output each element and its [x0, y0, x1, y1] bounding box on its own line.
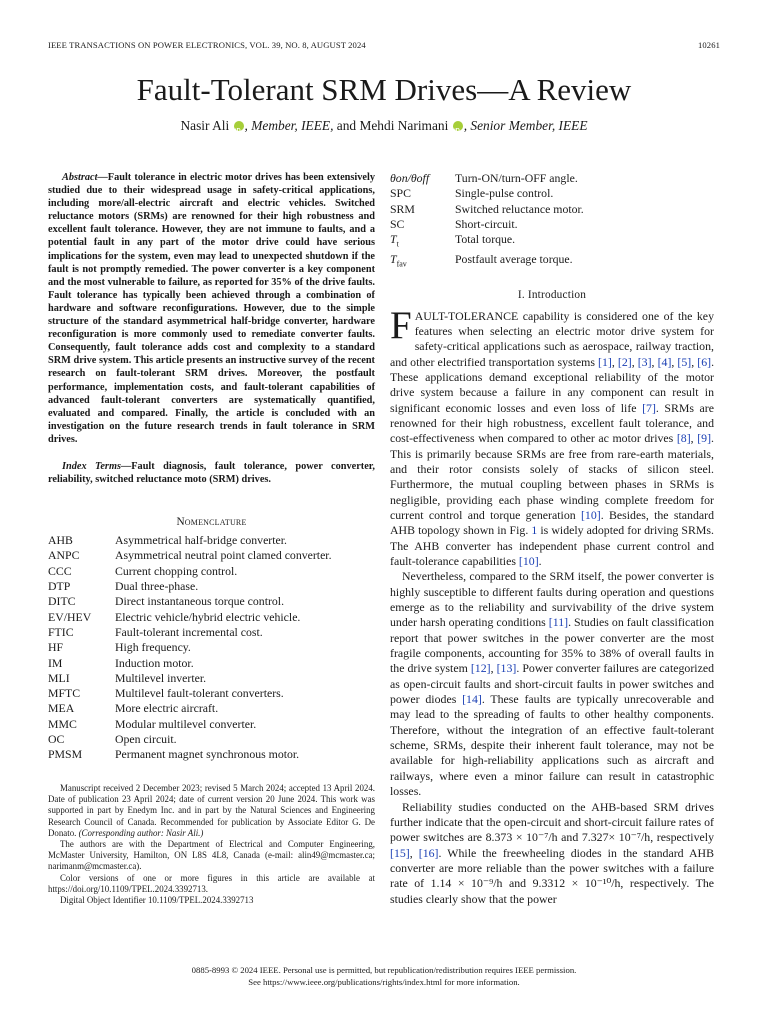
nomenclature-definition: Dual three-phase. [115, 579, 199, 594]
orcid-icon[interactable] [234, 121, 244, 131]
nomenclature-definition: Permanent magnet synchronous motor. [115, 747, 300, 762]
paper-title: Fault-Tolerant SRM Drives—A Review [136, 72, 632, 107]
nomenclature-row [48, 656, 375, 671]
nomenclature-definition: Postfault average torque. [455, 251, 573, 266]
nomenclature-abbr: ANPC [48, 548, 80, 563]
nomenclature-row [48, 548, 375, 563]
nomenclature-abbr: PMSM [48, 747, 83, 762]
nomenclature-row [48, 686, 375, 701]
nomenclature-definition: Fault-tolerant incremental cost. [115, 624, 263, 639]
abstract-text: Fault tolerance in electric motor drives has been extensively studied due to their widespread usage in safety-critical applications, including more/all-electric aircraft and electric vehicles. Switched reluctance motors (SRMs) are renowned for their high robustness and excellent fault tolerance. However, they are not immune to faults, and a potential fault in any part of the motor drive could have serious implications for the system, even may lead to unexpected shutdown if the fault is not promptly remedied. The power converter is a key component and the most vulnerable to failure, as reported for 35% of the drive faults. Fault tolerance has typically been achieved through a combination of hardware and software reconfigurations. However, due to the simple structure of the standard asymmetrical half-bridge converter, hardware reconfiguration is more commonly used to remediate converter faults. Consequently, fault tolerance adds cost and complexity to a standard SRM drive system. This article presents an instructive survey of the recent research on fault-tolerant SRM drives. Moreover, the postfault performance, implementation costs, and fault-tolerant capabilities of advanced fault-tolerant converters are systematically quantified, evaluated and compared. Finally, the article is concluded with an investigation on the future research trends in fault tolerance in SRM drives. [48, 172, 375, 445]
nomenclature-abbr: MEA [48, 701, 75, 716]
right-column [390, 171, 714, 907]
nomenclature-definition: Induction motor. [115, 655, 194, 670]
nomenclature-abbr: MLI [48, 670, 70, 685]
nomenclature-definition: Switched reluctance motor. [455, 201, 584, 216]
citation-link[interactable]: [8] [676, 431, 691, 446]
nomenclature-row [48, 747, 375, 762]
nomenclature-abbr: SC [390, 216, 405, 231]
nomenclature-row [390, 171, 714, 186]
nomenclature-definition: Direct instantaneous torque control. [115, 594, 285, 609]
author-role: , Senior Member, IEEE [463, 118, 588, 133]
paragraph: Reliability studies conducted on the AHB-based SRM drives further indicate that the open-circuit and short-circuit failure rates of power switches are 8.373 × 10⁻⁷/h and 7.327× 10⁻⁷/h, respectively [15], [16]. While the freewheeling diodes in the standard AHB converter are more reliable than the power switches with a failure rate of 1.14 × 10⁻⁹/h and 9.3312 × 10⁻¹⁰/h, respectively. The studies clearly show that the power [390, 799, 715, 906]
nomenclature-abbr: MMC [48, 716, 77, 731]
affiliation-note: The authors are with the Department of Electrical and Computer Engineering, McMaster University, Hamilton, ON L8S 4L8, Canada (e-mail: alin49@mcmaster.ca; narimanm@mcmaster.ca). [48, 839, 375, 872]
citation-link[interactable]: [6] [697, 354, 712, 369]
orcid-icon[interactable] [453, 121, 463, 131]
citation-link[interactable]: [16] [418, 845, 439, 860]
nomenclature-row [390, 217, 714, 232]
citation-link[interactable]: [9] [697, 431, 712, 446]
nomenclature-definition: More electric aircraft. [115, 701, 219, 716]
nomenclature-row [390, 186, 714, 201]
citation-link[interactable]: [7] [642, 400, 656, 415]
nomenclature-row [48, 610, 375, 625]
nomenclature-row [48, 533, 375, 548]
footnotes [48, 783, 375, 906]
nomenclature-definition: Current chopping control. [115, 563, 238, 578]
nomenclature-table-continued [390, 171, 714, 272]
index-terms [48, 460, 375, 486]
section-heading: I. Introduction [517, 288, 587, 301]
nomenclature-row [48, 671, 375, 686]
running-head [48, 40, 720, 54]
paragraph: FAULT-TOLERANCE capability is considered one of the key features when selecting an electric motor drive system for safety-critical applications such as aerospace, railway traction, and other electrified transportation systems [1], [2], [3], [4], [5], [6]. These applications demand exceptional reliability of the motor drive system because a failure in any component can result in significant economic losses and even loss of life [7]. SRMs are renowned for their high robustness, excellent fault tolerance, and cost-effectiveness when compared to other ac motor drives [8], [9]. This is primarily because SRMs are free from rare-earth materials, and their rotor consists solely of stacks of silicon steel. Furthermore, the mutual coupling between phases in SRMs is negligible, providing each phase winding complete freedom for current control and torque generation [10]. Besides, the standard AHB topology shown in Fig. 1 is widely adopted for driving SRMs. The AHB converter has independent phase current control and fault-tolerance capabilities [10]. [390, 303, 715, 568]
author-name: Nasir Ali [180, 118, 230, 133]
copyright-footer [0, 965, 768, 988]
citation-link[interactable]: [14] [462, 692, 482, 707]
nomenclature-abbr: $T_{fav}$ [390, 251, 407, 269]
nomenclature-row [390, 252, 714, 272]
citation-link[interactable]: [5] [677, 354, 692, 369]
citation-link[interactable]: [10] [518, 554, 539, 568]
nomenclature-abbr: DITC [48, 594, 76, 609]
intro-body [390, 303, 715, 907]
nomenclature-definition: Modular multilevel converter. [115, 716, 257, 731]
index-terms-text: Fault diagnosis, fault tolerance, power converter, reliability, switched reluctance moto (SRM) drives. [48, 460, 375, 486]
nomenclature-definition: Electric vehicle/hybrid electric vehicle. [115, 609, 301, 624]
citation-link[interactable]: [1] [598, 354, 612, 369]
nomenclature-row [48, 564, 375, 579]
paragraph: Nevertheless, compared to the SRM itself, the power converter is highly susceptible to different faults during operation and questions emerge as to the reliability and survivability of the drive system under harsh operating conditions [11]. Studies on fault classification report that power switches in the power converter are the most fragile components, accounting for 35% to 38% of overall faults in the drive system [12], [13]. Power converter failures are categorized as open-circuit faults and short-circuit faults in power switches and power diodes [14]. These faults are typically unrecoverable and may lead to the spreading of faults to other healthy components. Therefore, without the integration of an effective fault-tolerant scheme, SRMs, despite their inherent fault tolerance, may not be available for high-reliability applications such as aircraft and railways, where even a minor failure can result in catastrophic losses. [390, 569, 715, 799]
left-column [48, 171, 375, 763]
citation-link[interactable]: [10] [580, 507, 601, 522]
manuscript-note: Manuscript received 2 December 2023; revised 5 March 2024; accepted 13 April 2024. Date of publication 23 April 2024; date of current version 20 June 2024. This work was supported in part by Enedym Inc. and in part by the Natural Sciences and Engineering Research Council of Canada. Recommended for publication by Associate Editor G. De Donato. [48, 783, 375, 838]
nomenclature-row [390, 202, 714, 217]
nomenclature-abbr: MFTC [48, 686, 81, 701]
drop-cap: F [390, 303, 412, 347]
nomenclature-definition: Open circuit. [115, 732, 177, 747]
nomenclature-row [48, 594, 375, 609]
nomenclature-definition: Asymmetrical neutral point clamed converter. [115, 548, 332, 563]
nomenclature-row [48, 732, 375, 747]
nomenclature-definition: Turn-ON/turn-OFF angle. [455, 171, 578, 185]
nomenclature-abbr: DTP [48, 579, 71, 594]
journal-name: IEEE TRANSACTIONS ON POWER ELECTRONICS, VOL. 39, NO. 8, AUGUST 2024 [48, 40, 366, 50]
nomenclature-abbr: EV/HEV [48, 609, 92, 624]
nomenclature-row [48, 625, 375, 640]
nomenclature-abbr: $T_t$ [390, 232, 399, 249]
nomenclature-abbr: HF [48, 640, 64, 655]
nomenclature-row [48, 579, 375, 594]
nomenclature-abbr: CCC [48, 563, 72, 578]
nomenclature-row [48, 701, 375, 716]
nomenclature-definition: Single-pulse control. [455, 186, 554, 201]
nomenclature-abbr: θon/θoff [390, 171, 430, 185]
nomenclature-abbr: SRM [390, 201, 415, 216]
citation-link[interactable]: [12] [470, 661, 491, 676]
citation-link[interactable]: [11] [548, 615, 569, 630]
nomenclature-definition: Total torque. [455, 232, 516, 247]
author-line [0, 117, 768, 135]
nomenclature-definition: Asymmetrical half-bridge converter. [115, 533, 287, 548]
nomenclature-abbr: AHB [48, 533, 73, 548]
nomenclature-definition: Multilevel inverter. [115, 670, 207, 685]
citation-link[interactable]: [13] [496, 661, 517, 676]
color-note: Color versions of one or more figures in this article are available at https://doi.org/10.1109/TPEL.2024.3392713. [48, 872, 375, 894]
doi-note: Digital Object Identifier 10.1109/TPEL.2024.3392713 [60, 895, 254, 906]
nomenclature-abbr: FTIC [48, 624, 74, 639]
nomenclature-row [48, 640, 375, 655]
citation-link[interactable]: [3] [637, 354, 652, 369]
nomenclature-row [390, 232, 714, 252]
author-role: , Member, IEEE, [244, 118, 334, 133]
nomenclature-heading: Nomenclature [176, 516, 247, 529]
author-name: and Mehdi Narimani [333, 118, 449, 133]
citation-link[interactable]: [2] [617, 354, 632, 369]
figure-link[interactable]: 1 [531, 523, 538, 538]
citation-link[interactable]: [4] [657, 354, 672, 369]
abstract [48, 171, 375, 446]
citation-link[interactable]: [15] [390, 845, 410, 860]
corresponding-author: (Corresponding author: Nasir Ali.) [78, 827, 204, 838]
nomenclature-abbr: SPC [390, 186, 411, 201]
nomenclature-abbr: OC [48, 732, 65, 747]
rights-line: See https://www.ieee.org/publications/rights/index.html for more information. [248, 976, 520, 987]
abstract-lead: Abstract— [62, 172, 108, 183]
nomenclature-table [48, 533, 375, 762]
nomenclature-definition: Short-circuit. [455, 216, 518, 231]
page-number: 10261 [698, 40, 720, 50]
nomenclature-row [48, 717, 375, 732]
index-terms-lead: Index Terms— [62, 460, 132, 472]
copyright-line: 0885-8993 © 2024 IEEE. Personal use is permitted, but republication/redistribution requires IEEE permission. [191, 965, 577, 975]
nomenclature-definition: High frequency. [115, 640, 191, 655]
nomenclature-abbr: IM [48, 655, 63, 670]
nomenclature-definition: Multilevel fault-tolerant converters. [115, 686, 284, 701]
